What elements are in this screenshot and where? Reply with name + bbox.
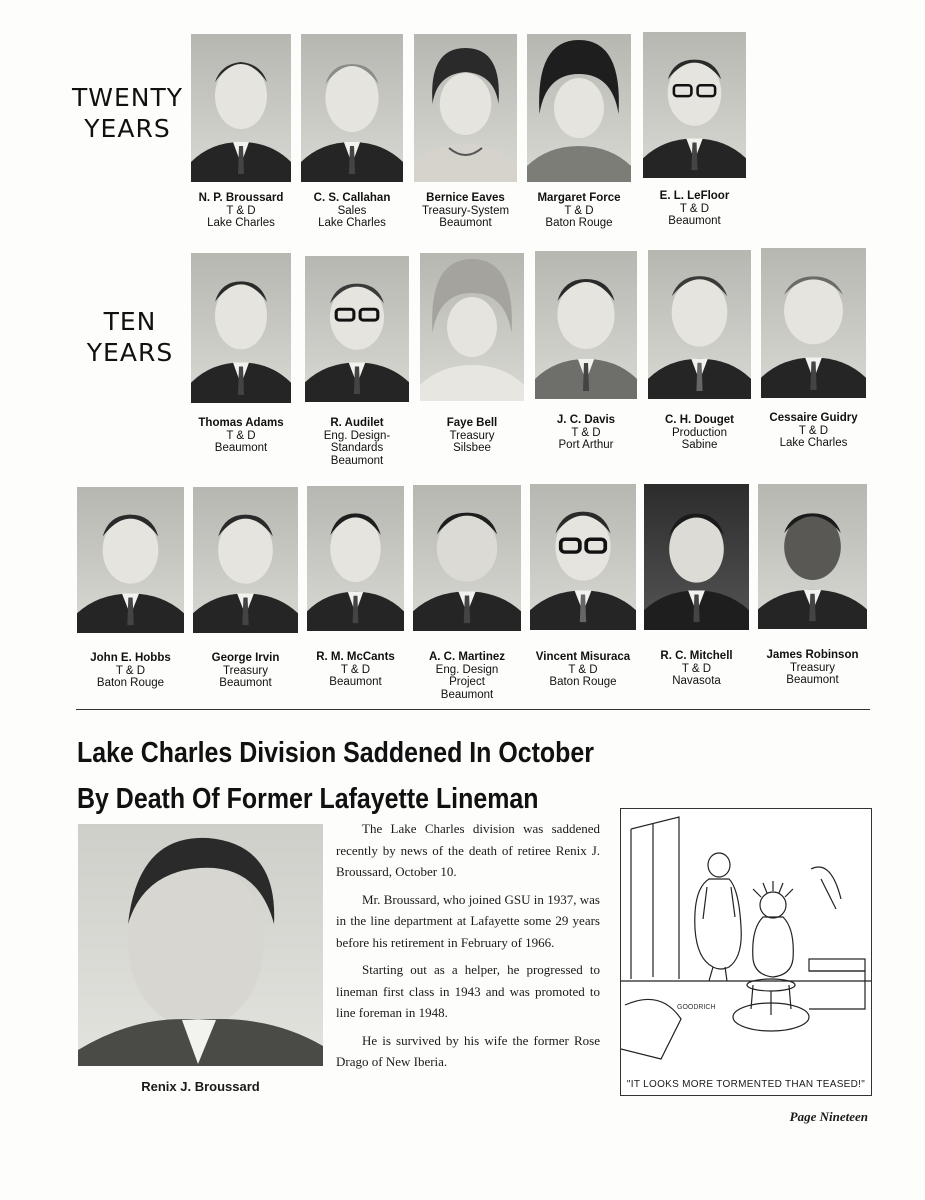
headline-line1: Lake Charles Division Saddened In October [77,737,594,769]
portrait-caption [513,192,645,230]
portrait-photo [648,250,751,399]
cartoon-drawing [621,809,871,1095]
ten-years-label-line1: TEN [103,307,157,336]
person-name: N. P. Broussard [198,192,284,204]
portrait-photo [193,487,298,633]
person-name: Thomas Adams [198,417,284,429]
person-location: Silsbee [453,442,491,454]
person-name: Margaret Force [537,192,621,204]
person-location: Lake Charles [207,217,275,229]
person-dept: Production [672,426,727,439]
article-paragraph: He is survived by his wife the former Rose Drago of New Iberia. [336,1032,600,1069]
portrait-photo [530,484,636,630]
portrait-caption [747,412,880,450]
portrait-photo [527,34,631,182]
person-name: R. Audilet [330,417,384,429]
person-location: Beaumont [668,215,721,227]
person-location: Beaumont [214,442,268,454]
article-body [336,818,600,1079]
portrait-photo [420,253,524,401]
portrait-photo [301,34,403,182]
headline-line2: By Death Of Former Lafayette Lineman [77,783,539,815]
cartoon-caption: "IT LOOKS MORE TORMENTED THAN TEASED!" [626,1079,866,1090]
person-location: Navasota [672,675,721,687]
twenty-years-label [70,82,185,144]
article-paragraph: Mr. Broussard, who joined GSU in 1937, was in the line department at Lafayette some 29 years before his retirement in February of 1966. [336,891,600,950]
portrait-caption [634,414,765,452]
person-location: Beaumont [219,677,272,689]
person-location: Beaumont [330,454,384,467]
person-name: E. L. LeFloor [659,190,730,202]
portrait-photo [644,484,749,630]
person-dept: Eng. Design [435,663,499,676]
person-dept-line2: Standards [330,442,384,454]
person-dept: T & D [679,202,710,215]
portrait-caption [399,651,535,701]
person-dept: Treasury [790,661,835,674]
person-location: Baton Rouge [549,676,617,688]
portrait-photo [77,487,184,633]
person-location: Lake Charles [779,437,848,449]
ten-years-label [80,306,180,368]
article-headline [77,730,594,822]
person-location: Lake Charles [318,217,386,229]
portrait-caption [521,414,651,452]
portrait-photo [305,256,409,402]
person-name: C. S. Callahan [313,192,391,204]
person-location: Sabine [681,439,718,451]
portrait-photo [191,253,291,403]
page-number: Page Nineteen [789,1109,868,1124]
person-location: Port Arthur [558,439,614,451]
article-paragraph: Starting out as a helper, he progressed to lineman first class in 1943 and was promoted to line foreman in 1948. [336,962,600,1020]
article-paragraph: The Lake Charles division was saddened recently by news of the death of retiree Renix J. Broussard, October 10. [336,821,600,879]
person-dept: Treasury [449,429,495,442]
portrait-photo [307,486,404,631]
person-dept: Treasury-System [421,204,510,217]
person-dept: T & D [681,662,712,675]
ten-years-label-line2: YEARS [86,338,174,367]
portrait-caption [291,417,423,467]
person-dept: T & D [798,424,829,437]
person-dept-line2: Project [449,676,485,688]
person-dept: T & D [226,429,256,442]
cartoon-panel [620,808,872,1096]
section-divider [76,709,870,710]
person-name: Faye Bell [446,417,498,429]
person-dept: T & D [571,426,601,439]
portrait-caption [177,417,305,455]
portrait-photo [413,485,521,631]
portrait-photo [535,251,637,399]
person-location: Beaumont [329,676,382,688]
portrait-caption [744,649,881,687]
person-location: Beaumont [786,674,839,686]
person-dept: Sales [337,204,367,217]
person-dept: T & D [564,204,594,217]
person-name: A. C. Martinez [428,651,506,663]
person-name: Vincent Misuraca [535,651,631,663]
portrait-caption [63,652,198,690]
person-dept: Treasury [223,664,268,677]
person-name: James Robinson [766,649,859,661]
person-location: Baton Rouge [96,677,165,689]
person-name: J. C. Davis [556,414,616,426]
person-name: John E. Hobbs [90,652,171,664]
person-name: George Irvin [211,652,280,664]
portrait-photo [414,34,517,182]
article-portrait [78,824,323,1066]
cartoon-signature: GOODRICH [677,1004,716,1011]
article-photo-caption: Renix J. Broussard [141,1079,260,1094]
person-name: C. H. Douget [665,414,734,426]
person-dept: T & D [340,663,371,676]
person-name: R. M. McCants [316,651,395,663]
person-dept: Eng. Design- [323,429,391,442]
person-location: Beaumont [439,217,492,229]
person-dept: T & D [226,204,256,217]
portrait-photo [643,32,746,178]
person-name: R. C. Mitchell [660,650,733,662]
portrait-caption [287,192,417,230]
person-location: Beaumont [440,688,494,701]
twenty-years-label-line1: TWENTY [71,83,184,112]
person-location: Baton Rouge [545,217,613,229]
person-dept: T & D [568,663,598,676]
portrait-caption [177,192,305,230]
twenty-years-label-line2: YEARS [84,114,171,143]
portrait-caption [400,192,531,230]
portrait-photo [761,248,866,398]
portrait-caption [629,190,760,228]
person-name: Cessaire Guidry [769,412,858,424]
portrait-photo [758,484,867,629]
person-name: Bernice Eaves [426,192,505,204]
portrait-caption [406,417,538,455]
person-dept: T & D [115,664,146,677]
portrait-photo [191,34,291,182]
